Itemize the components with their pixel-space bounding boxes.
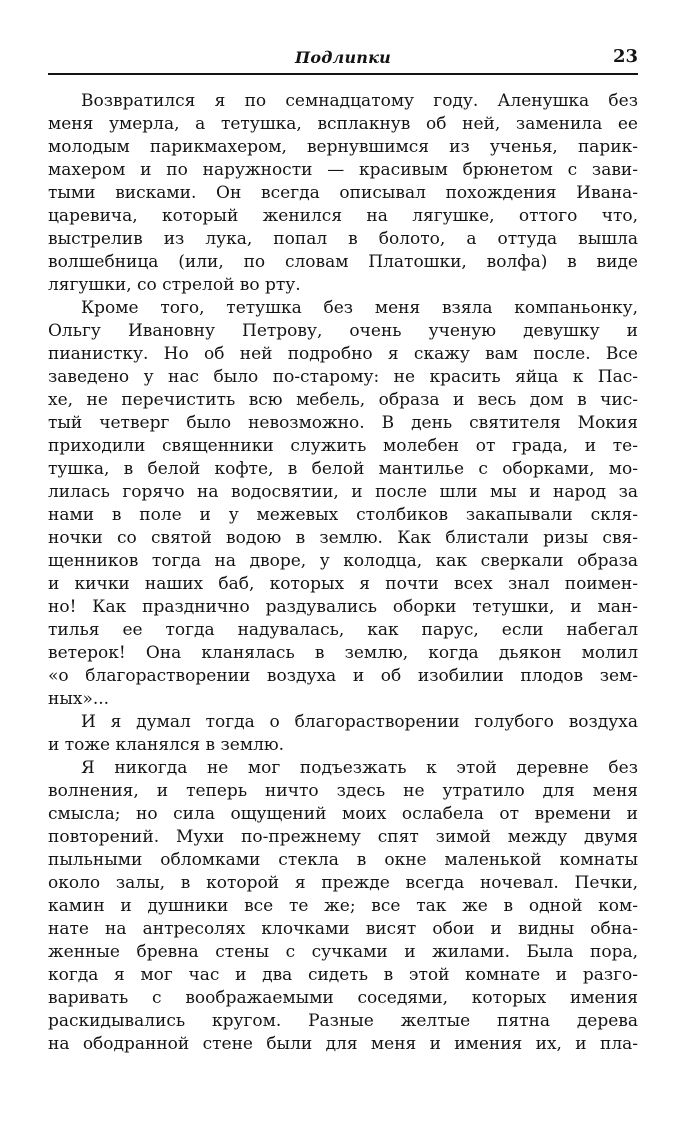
- text-line: варивать с воображаемыми соседями, которых имения: [48, 988, 638, 1008]
- text-line: заведено у нас было по-старому: не красить яйца к Пас-: [48, 367, 638, 387]
- text-line: пианистку. Но об ней подробно я скажу вам после. Все: [48, 344, 638, 364]
- text-line: ветерок! Она кланялась в землю, когда дьякон молил: [48, 643, 638, 663]
- text-line: повторений. Мухи по-прежнему спят зимой между двумя: [48, 827, 638, 847]
- text-line: тушка, в белой кофте, в белой мантилье с оборками, мо-: [48, 459, 638, 479]
- text-line: «о благорастворении воздуха и об изобилии плодов зем-: [48, 666, 638, 686]
- text-line: махером и по наружности — красивым брюнетом с зави-: [48, 160, 638, 180]
- text-line: волшебница (или, по словам Платошки, волфа) в виде: [48, 252, 638, 272]
- page-number: 23: [612, 46, 638, 67]
- text-line: тыми висками. Он всегда описывал похождения Ивана-: [48, 183, 638, 203]
- text-line: на ободранной стене были для меня и имения их, и пла-: [48, 1034, 638, 1054]
- running-title: Подлипки: [295, 48, 391, 67]
- text-body: [48, 90, 638, 1056]
- text-line: но! Как празднично раздувались оборки тетушки, и ман-: [48, 597, 638, 617]
- text-line: тый четверг было невозможно. В день святителя Мокия: [48, 413, 638, 433]
- text-line: лилась горячо на водосвятии, и после шли мы и народ за: [48, 482, 638, 502]
- text-line: приходили священники служить молебен от града, и те-: [48, 436, 638, 456]
- text-line: щенников тогда на дворе, у колодца, как сверкали образа: [48, 551, 638, 571]
- text-line: когда я мог час и два сидеть в этой комнате и разго-: [48, 965, 638, 985]
- text-line: нами в поле и у межевых столбиков закапывали скля-: [48, 505, 638, 525]
- text-line: и кички наших баб, которых я почти всех знал поимен-: [48, 574, 638, 594]
- text-line: тилья ее тогда надувалась, как парус, если набегал: [48, 620, 638, 640]
- text-line: выстрелив из лука, попал в болото, а оттуда вышла: [48, 229, 638, 249]
- text-line: Возвратился я по семнадцатому году. Аленушка без: [81, 91, 638, 111]
- text-line: меня умерла, а тетушка, всплакнув об ней, заменила ее: [48, 114, 638, 134]
- text-line: царевича, который женился на лягушке, оттого что,: [48, 206, 638, 226]
- text-line: около залы, в которой я прежде всегда ночевал. Печки,: [48, 873, 638, 893]
- text-line: Я никогда не мог подъезжать к этой деревне без: [81, 758, 638, 778]
- text-line: И я думал тогда о благорастворении голубого воздуха: [81, 712, 638, 732]
- text-line: лягушки, со стрелой во рту.: [48, 275, 301, 295]
- text-line: пыльными обломками стекла в окне маленькой комнаты: [48, 850, 638, 870]
- text-line: женные бревна стены с сучками и жилами. Была пора,: [48, 942, 638, 962]
- text-line: нате на антресолях клочками висят обои и видны обна-: [48, 919, 638, 939]
- text-line: волнения, и теперь ничто здесь не утратило для меня: [48, 781, 638, 801]
- text-line: и тоже кланялся в землю.: [48, 735, 285, 755]
- text-line: смысла; но сила ощущений моих ослабела от времени и: [48, 804, 638, 824]
- text-line: ных»...: [48, 689, 110, 709]
- header-rule: [48, 73, 638, 75]
- running-header: [48, 44, 638, 72]
- text-line: камин и душники все те же; все так же в одной ком-: [48, 896, 638, 916]
- text-line: раскидывались кругом. Разные желтые пятна дерева: [48, 1011, 638, 1031]
- text-line: хе, не перечистить всю мебель, образа и весь дом в чис-: [48, 390, 638, 410]
- text-line: Ольгу Ивановну Петрову, очень ученую девушку и: [48, 321, 638, 341]
- text-line: ночки со святой водою в землю. Как блистали ризы свя-: [48, 528, 638, 548]
- text-line: молодым парикмахером, вернувшимся из ученья, парик-: [48, 137, 638, 157]
- text-line: Кроме того, тетушка без меня взяла компаньонку,: [81, 298, 638, 318]
